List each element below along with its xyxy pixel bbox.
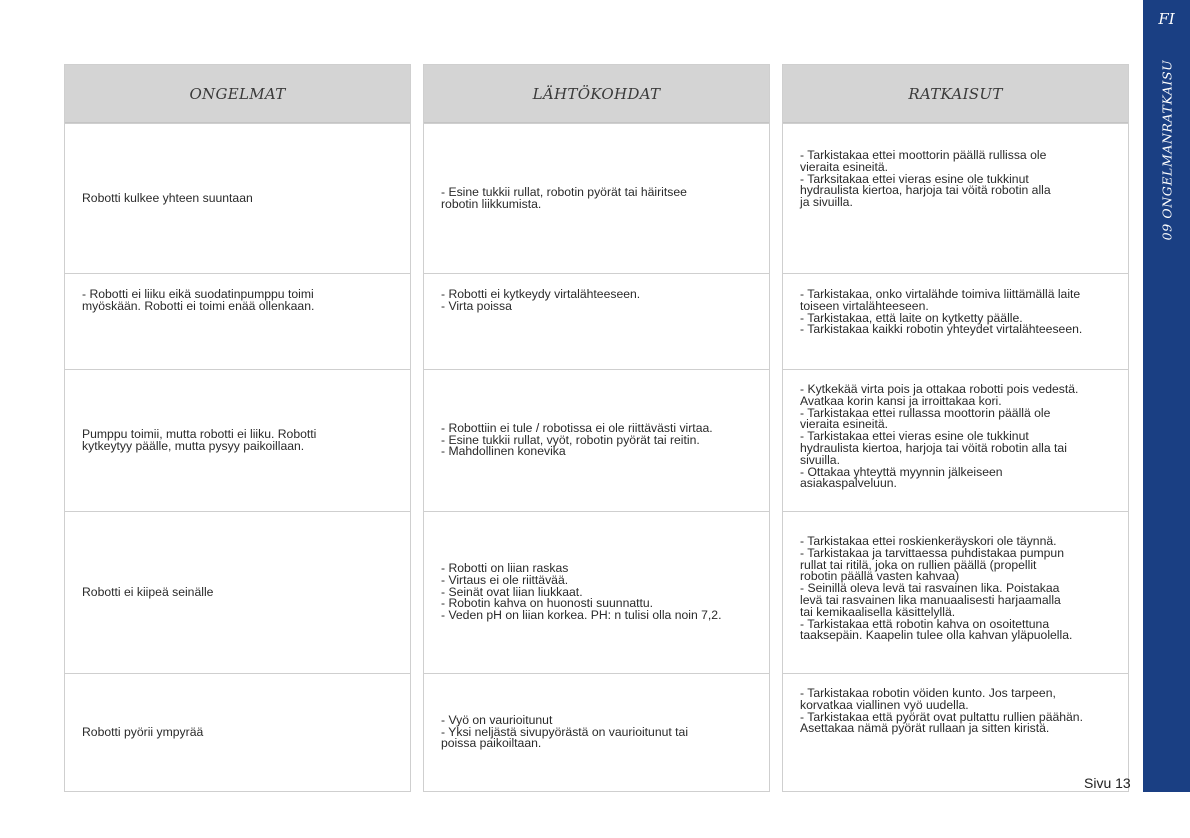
cause-cell (424, 673, 769, 791)
solution-text: - Tarkistakaa, onko virtalähde toimiva liittämällä laite toiseen virtalähteeseen. - Tarkistakaa, että laite on kytketty päälle. - Tarkistakaa kaikki robotin yhteydet virtalähteeseen. (800, 287, 1083, 337)
section-title (1143, 50, 1190, 250)
problem-text: Robotti pyörii ympyrää (82, 724, 204, 739)
solution-cell (783, 273, 1128, 369)
solution-text: - Tarkistakaa ettei roskienkeräyskori ole täynnä. - Tarkistakaa ja tarvittaessa puhdistakaa pumpun rullat tai ritilä, joka on rullien päällä (propellit robotin päällä vasten kahvaa) - Seinillä oleva levä tai rasvainen lika. Poistakaa levä tai rasvainen lika manuaalisesti harjaamalla tai kemikaalisella käsittelyllä. - Tarkistakaa että robotin kahva on osoitettuna taaksepäin. Kaapelin tulee olla kahvan yläpuolella. (800, 534, 1073, 643)
solution-cell (783, 369, 1128, 511)
language-code: FI (1158, 10, 1175, 28)
problem-cell (65, 123, 410, 273)
cause-cell (424, 123, 769, 273)
solution-text: - Tarkistakaa robotin vöiden kunto. Jos tarpeen, korvatkaa viallinen vyö uudella. - Tarkistakaa että pyörät ovat pultattu rullien päähän. Asettakaa nämä pyörät rullaan ja sitten kiristä. (800, 686, 1083, 736)
solution-text: - Tarkistakaa ettei moottorin päällä rullissa ole vieraita esineitä. - Tarksitakaa ettei vieras esine ole tukkinut hydraulista kiertoa, harjoja tai vöitä robotin alla ja sivuilla. (800, 148, 1051, 210)
cause-text: - Esine tukkii rullat, robotin pyörät tai häiritsee robotin liikkumista. (441, 184, 687, 211)
causes-header: LÄHTÖKOHDAT (424, 65, 769, 123)
cause-text: - Robotti ei kytkeydy virtalähteeseen. - Virta poissa (441, 287, 641, 313)
problem-text: - Robotti ei liiku eikä suodatinpumppu toimi myöskään. Robotti ei toimi enää ollenkaan. (82, 287, 315, 313)
problem-text: Pumppu toimii, mutta robotti ei liiku. Robotti kytkeytyy päälle, mutta pysyy paikoillaan. (82, 426, 317, 453)
cause-text: - Robottiin ei tule / robotissa ei ole riittävästi virtaa. - Esine tukkii rullat, vyöt, robotin pyörät tai reitin. - Mahdollinen konevika (441, 420, 713, 459)
solution-cell (783, 673, 1128, 791)
cause-text: - Robotti on liian raskas - Virtaus ei ole riittävää. - Seinät ovat liian liukkaat. - Robotin kahva on huonosti suunnattu. - Veden pH on liian korkea. PH: n tulisi olla noin 7,2. (441, 561, 722, 623)
causes-column (423, 64, 770, 792)
cause-cell (424, 273, 769, 369)
problems-header: ONGELMAT (65, 65, 410, 123)
problems-column (64, 64, 411, 792)
problem-cell (65, 369, 410, 511)
solution-cell (783, 511, 1128, 673)
page-number: Sivu 13 (1084, 775, 1131, 791)
solutions-header: RATKAISUT (783, 65, 1128, 123)
cause-text: - Vyö on vaurioitunut - Yksi neljästä sivupyörästä on vaurioitunut tai poissa paikoiltaan. (441, 712, 689, 751)
solution-text: - Kytkekää virta pois ja ottakaa robotti pois vedestä. Avatkaa korin kansi ja irroittakaa kori. - Tarkistakaa ettei rullassa moottorin päällä ole vieraita esineitä. - Tarkistakaa ettei vieras esine ole tukkinut hydraulista kiertoa, harjoja tai vöitä robotin alla tai sivuilla. - Ottakaa yhteyttä myynnin jälkeiseen asiakaspalveluun. (800, 382, 1079, 491)
solutions-column (782, 64, 1129, 792)
problem-cell (65, 511, 410, 673)
solution-cell (783, 123, 1128, 273)
section-title-text: 09 ONGELMANRATKAISU (1159, 59, 1174, 241)
problem-text: Robotti kulkee yhteen suuntaan (82, 190, 253, 205)
cause-cell (424, 369, 769, 511)
problem-cell (65, 673, 410, 791)
problem-cell (65, 273, 410, 369)
sidebar-tip (1143, 750, 1190, 792)
problem-text: Robotti ei kiipeä seinälle (82, 584, 214, 599)
cause-cell (424, 511, 769, 673)
